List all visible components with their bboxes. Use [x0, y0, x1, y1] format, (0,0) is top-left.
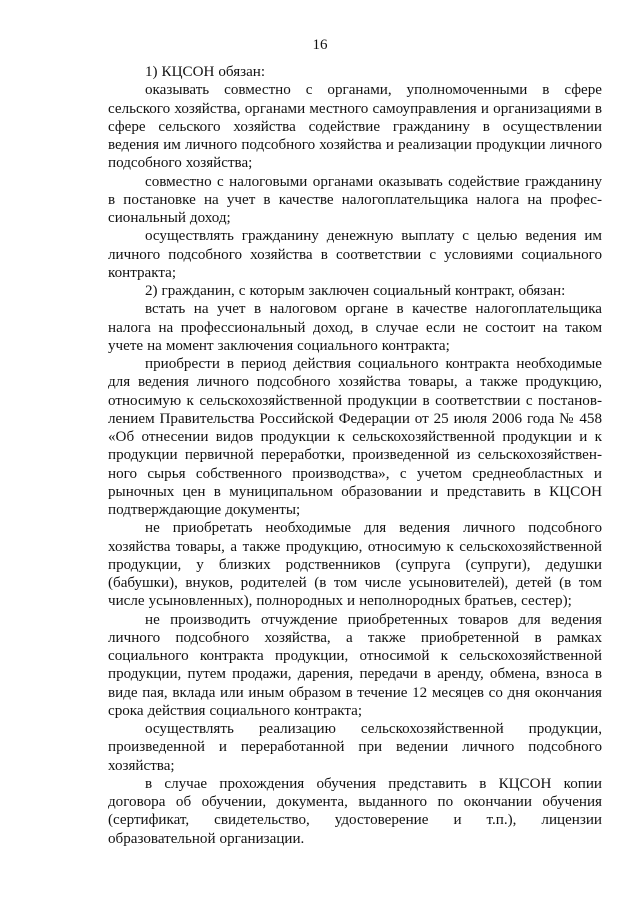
- paragraph-kcson-payment: осуществлять гражданину денежную выплату с целью ведения им личного подсобного хозяйства в соответствии с условиями социального контракта;: [108, 228, 602, 281]
- paragraph-citizen-training-documents: в случае прохождения обучения представить в КЦСОН копии договора об обучении, документа, выданного по окончании обучения (сертификат, свидетельство, удостоверение и т.п.), лицензии образовательной организации.: [108, 775, 602, 847]
- paragraph-citizen-tax-registration: встать на учет в налоговом органе в качестве налогоплательщика налога на профессиональный доход, в случае если не состоит на таком учете на момент заключения социального контракта;: [108, 301, 602, 354]
- paragraph-citizen-purchase-goods: приобрести в период действия социального контракта необходимые для ведения личного подсобного хозяйства товары, а также продукцию, относимую к сельскохозяйственной продукции в соответствии с постановлением Правительства Российской Федерации от 25 июля 2006 года № 458 «Об отнесении видов продукции к сельскохозяйственной продукции и к продукции первичной переработки, произведенной из сельскохозяйственного сырья собственного производства», с учетом среднеобластных и рыночных цен в муниципальном образовании и представить в КЦСОН подтверждающие документы;: [108, 356, 602, 518]
- paragraph-citizen-no-alienation: не производить отчуждение приобретенных товаров для ведения личного подсобного хозяйства, а также приобретенной в рамках социального контракта продукции, относимой к сельскохозяйственной продукции, путем продажи, дарения, передачи в аренду, обмена, взноса в виде пая, вклада или иным образом в течение 12 месяцев со дня окончания срока действия социального контракта;: [108, 611, 602, 719]
- document-body: [108, 63, 602, 848]
- paragraph-citizen-obligations-heading: 2) гражданин, с которым заключен социальный контракт, обязан:: [145, 283, 566, 299]
- paragraph-citizen-sell-produce: осуществлять реализацию сельскохозяйственной продукции, произведенной и переработанной при ведении личного подсобного хозяйства;: [108, 721, 602, 774]
- page-number: 16: [312, 37, 328, 53]
- paragraph-kcson-obligations-heading: 1) КЦСОН обязан:: [145, 64, 266, 80]
- paragraph-kcson-assist-farming: оказывать совместно с органами, уполномоченными в сфере сельского хозяйства, органами местного самоуправления и организациями в сфере сельского хозяйства содействие гражданину в осуществлении ведения им личного подсобного хозяйства и реализации продукции личного подсобного хозяйства;: [108, 82, 602, 172]
- paragraph-citizen-no-relatives-purchase: не приобретать необходимые для ведения личного подсобного хозяйства товары, а также продукцию, относимую к сельскохозяйственной продукции, у близких родственников (супруга (супруги), дедушки (бабушки), внуков, родителей (в том числе усыновителей), детей (в том числе усыновленных), полнородных и неполнородных братьев, сестер);: [108, 520, 602, 610]
- paragraph-kcson-tax-registration: совместно с налоговыми органами оказывать содействие гражданину в постановке на учет в качестве налогоплательщика налога на профессиональный доход;: [108, 173, 602, 226]
